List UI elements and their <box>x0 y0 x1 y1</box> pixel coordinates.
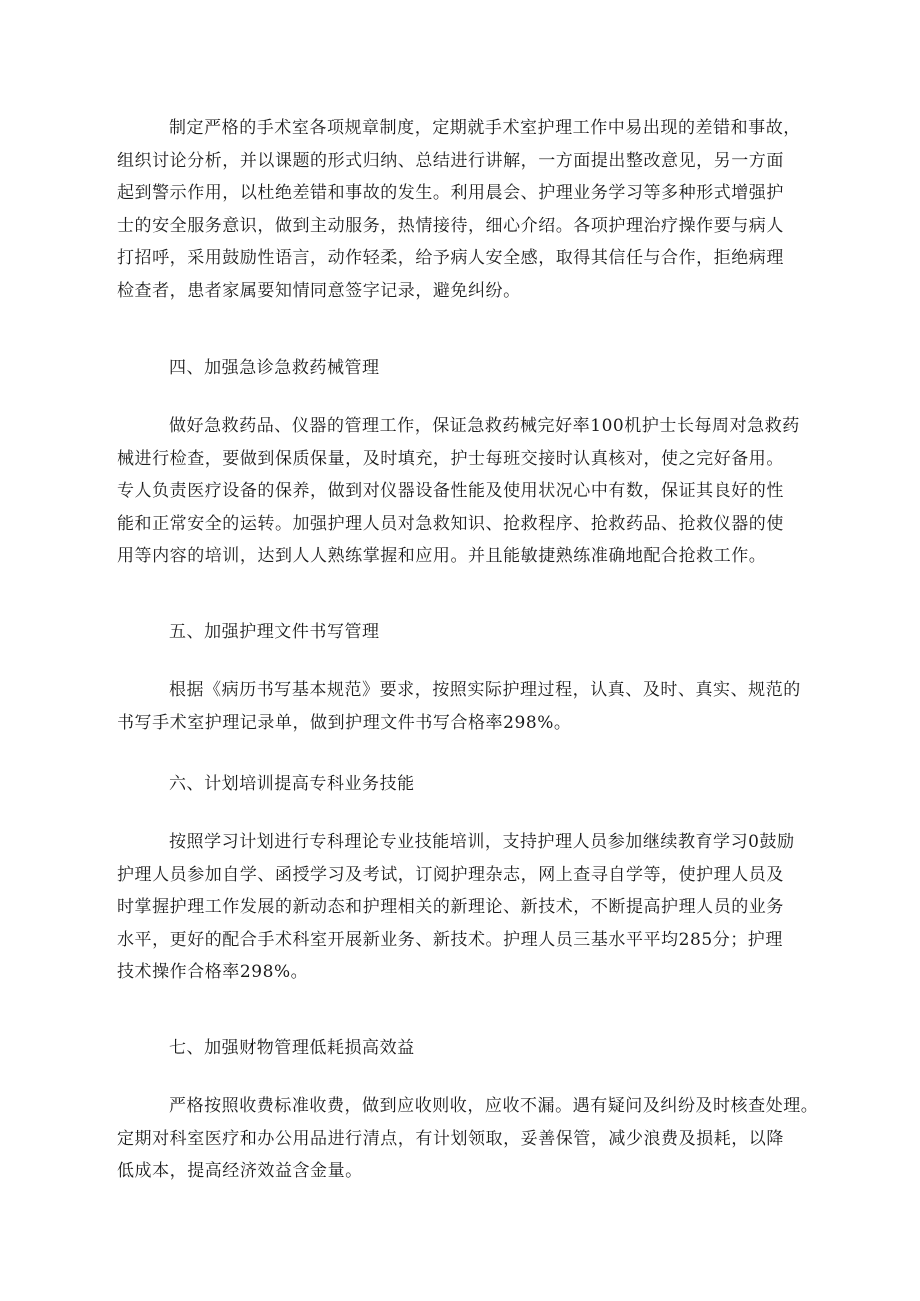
paragraph-line: 打招呼，采用鼓励性语言，动作轻柔，给予病人安全感，取得其信任与合作，拒绝病理 <box>117 248 784 268</box>
paragraph-training <box>117 826 807 989</box>
paragraph-line: 水平，更好的配合手术科室开展新业务、新技术。护理人员三基水平平均285分；护理 <box>117 929 783 950</box>
section-heading-documents: 五、加强护理文件书写管理 <box>169 622 380 642</box>
paragraph-line: 制定严格的手术室各项规章制度，定期就手术室护理工作中易出现的差错和事故， <box>169 118 801 138</box>
paragraph-rules <box>117 112 807 307</box>
paragraph-line: 护理人员参加自学、函授学习及考试，订阅护理杂志，网上查寻自学等，使护理人员及 <box>117 864 784 885</box>
paragraph-emergency <box>117 410 807 573</box>
paragraph-line: 士的安全服务意识，做到主动服务，热情接待，细心介绍。各项护理治疗操作要与病人 <box>117 215 784 236</box>
paragraph-line: 组织讨论分析，并以课题的形式归纳、总结进行讲解，一方面提出整改意见，另一方面 <box>117 150 784 171</box>
paragraph-line: 起到警示作用，以杜绝差错和事故的发生。利用晨会、护理业务学习等多种形式增强护 <box>117 183 784 203</box>
paragraph-line: 定期对科室医疗和办公用品进行清点，有计划领取，妥善保管，减少浪费及损耗，以降 <box>117 1128 784 1149</box>
paragraph-line: 时掌握护理工作发展的新动态和护理相关的新理论、新技术，不断提高护理人员的业务 <box>117 897 784 917</box>
section-heading-emergency: 四、加强急诊急救药械管理 <box>169 358 380 378</box>
paragraph-line: 能和正常安全的运转。加强护理人员对急救知识、抢救程序、抢救药品、抢救仪器的使 <box>117 513 784 534</box>
paragraph-line: 低成本，提高经济效益含金量。 <box>117 1161 363 1181</box>
paragraph-line: 严格按照收费标准收费，做到应收则收，应收不漏。遇有疑问及纠纷及时核查处理。 <box>169 1096 819 1116</box>
section-heading-training: 六、计划培训提高专科业务技能 <box>169 774 415 794</box>
paragraph-line: 专人负责医疗设备的保养，做到对仪器设备性能及使用状况心中有数，保证其良好的性 <box>117 481 784 501</box>
paragraph-line: 做好急救药品、仪器的管理工作，保证急救药械完好率100机护士长每周对急救药 <box>169 416 800 436</box>
paragraph-line: 用等内容的培训，达到人人熟练掌握和应用。并且能敏捷熟练准确地配合抢救工作。 <box>117 546 767 566</box>
paragraph-line: 书写手术室护理记录单，做到护理文件书写合格率298%。 <box>117 712 572 733</box>
paragraph-line: 技术操作合格率298%。 <box>117 962 309 982</box>
paragraph-line: 检查者，患者家属要知情同意签字记录，避免纠纷。 <box>117 280 521 301</box>
paragraph-finance <box>117 1090 819 1188</box>
paragraph-line: 械进行检查，要做到保质保量，及时填充，护士每班交接时认真核对，使之完好备用。 <box>117 448 784 469</box>
paragraph-line: 按照学习计划进行专科理论专业技能培训，支持护理人员参加继续教育学习0鼓励 <box>169 832 795 852</box>
section-heading-finance: 七、加强财物管理低耗损高效益 <box>169 1038 415 1058</box>
paragraph-line: 根据《病历书写基本规范》要求，按照实际护理过程，认真、及时、真实、规范的 <box>169 680 801 700</box>
paragraph-documents <box>117 674 807 739</box>
